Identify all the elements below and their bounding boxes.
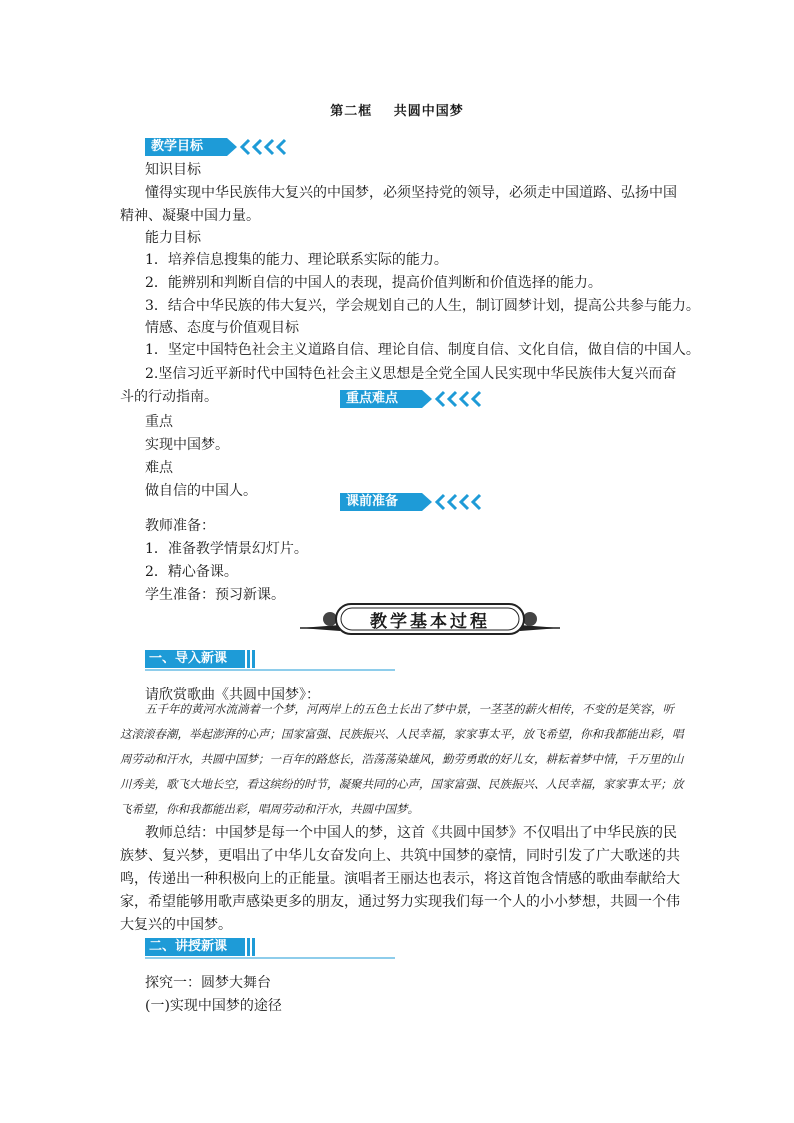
- lesson-title: 共圆中国梦: [393, 104, 464, 119]
- knowledge-heading: 知识目标: [145, 162, 201, 178]
- teacher-summary: 教师总结：中国梦是每一个中国人的梦，这首《共圆中国梦》不仅唱出了中华民族的民族梦、复兴梦，更唱出了中华儿女奋发向上、共筑中国梦的豪情，同时引发了广大歌迷的共鸣，传递出一种积极向上的正能量。演唱者王丽达也表示，将这首饱含情感的歌曲奉献给大家，希望能够用歌声感染更多的朋友，通过努力实现我们每一个人的小小梦想，共圆一个伟大复兴的中国梦。: [120, 825, 680, 933]
- page-title: [0, 100, 794, 119]
- section-banner-goals: [145, 138, 290, 156]
- key-heading: 重点: [145, 414, 173, 430]
- lesson-number: 第二框: [330, 104, 373, 119]
- section-heading-teach: [145, 938, 395, 960]
- ability-item-3: 3．结合中华民族的伟大复兴，学会规划自己的人生，制订圆梦计划，提高公共参与能力。: [145, 298, 700, 314]
- teacher-prep-item-1: 1．准备教学情景幻灯片。: [145, 541, 308, 557]
- ability-item-1: 1．培养信息搜集的能力、理论联系实际的能力。: [145, 252, 448, 268]
- heading-label: 二、讲授新课: [149, 939, 228, 954]
- song-lyrics: 五千年的黄河水流淌着一个梦，河两岸上的五色土长出了梦中景，一茎茎的薪火相传，不变的是笑容，听这滚滚春潮，举起澎湃的心声；国家富强、民族振兴、人民幸福，家家事太平，放飞希望，你和我都能出彩，唱周劳动和汗水，共圆中国梦；一百年的路悠长，浩荡荡染雄风，勤劳勇敢的好儿女，耕耘着梦中情，千万里的山川秀美，歌飞大地长空，看这缤纷的时节，凝聚共同的心声，国家富强、民族振兴、人民幸福，家家事太平；放飞希望，你和我都能出彩，唱周劳动和汗水，共圆中国梦。: [120, 702, 684, 816]
- section-heading-intro: [145, 650, 395, 672]
- student-prep: 学生准备：预习新课。: [145, 587, 285, 603]
- emotion-heading: 情感、态度与价值观目标: [145, 320, 299, 336]
- teacher-prep-item-2: 2．精心备课。: [145, 564, 238, 580]
- banner-label: 课前准备: [346, 494, 399, 509]
- section-banner-prep: [340, 493, 485, 511]
- knowledge-text-2: 精神、凝聚中国力量。: [120, 208, 260, 224]
- knowledge-text-1: 懂得实现中华民族伟大复兴的中国梦，必须坚持党的领导，必须走中国道路、弘扬中国: [145, 185, 677, 201]
- difficulty-text: 做自信的中国人。: [145, 483, 257, 499]
- difficulty-heading: 难点: [145, 460, 173, 476]
- banner-label: 教学目标: [151, 139, 204, 154]
- banner-label: 重点难点: [346, 391, 399, 406]
- ability-item-2: 2．能辨别和判断自信的中国人的表现，提高价值判断和价值选择的能力。: [145, 275, 602, 291]
- ability-heading: 能力目标: [145, 230, 201, 246]
- explore-heading: 探究一：圆梦大舞台: [145, 975, 271, 991]
- teacher-prep-heading: 教师准备：: [145, 518, 215, 534]
- banner-label: 教学基本过程: [370, 612, 490, 632]
- section-banner-keypoints: [340, 390, 485, 408]
- emotion-item-1: 1．坚定中国特色社会主义道路自信、理论自信、制度自信、文化自信，做自信的中国人。: [145, 342, 700, 358]
- emotion-item-2b: 斗的行动指南。: [120, 389, 218, 405]
- emotion-item-2a: 2.坚信习近平新时代中国特色社会主义思想是全党全国人民实现中华民族伟大复兴而奋: [145, 366, 677, 382]
- heading-label: 一、导入新课: [149, 651, 228, 666]
- key-text: 实现中国梦。: [145, 437, 229, 453]
- subsection-heading: (一)实现中国梦的途径: [145, 998, 282, 1014]
- section-banner-process: [300, 601, 560, 637]
- intro-prompt: 请欣赏歌曲《共圆中国梦》：: [145, 687, 320, 703]
